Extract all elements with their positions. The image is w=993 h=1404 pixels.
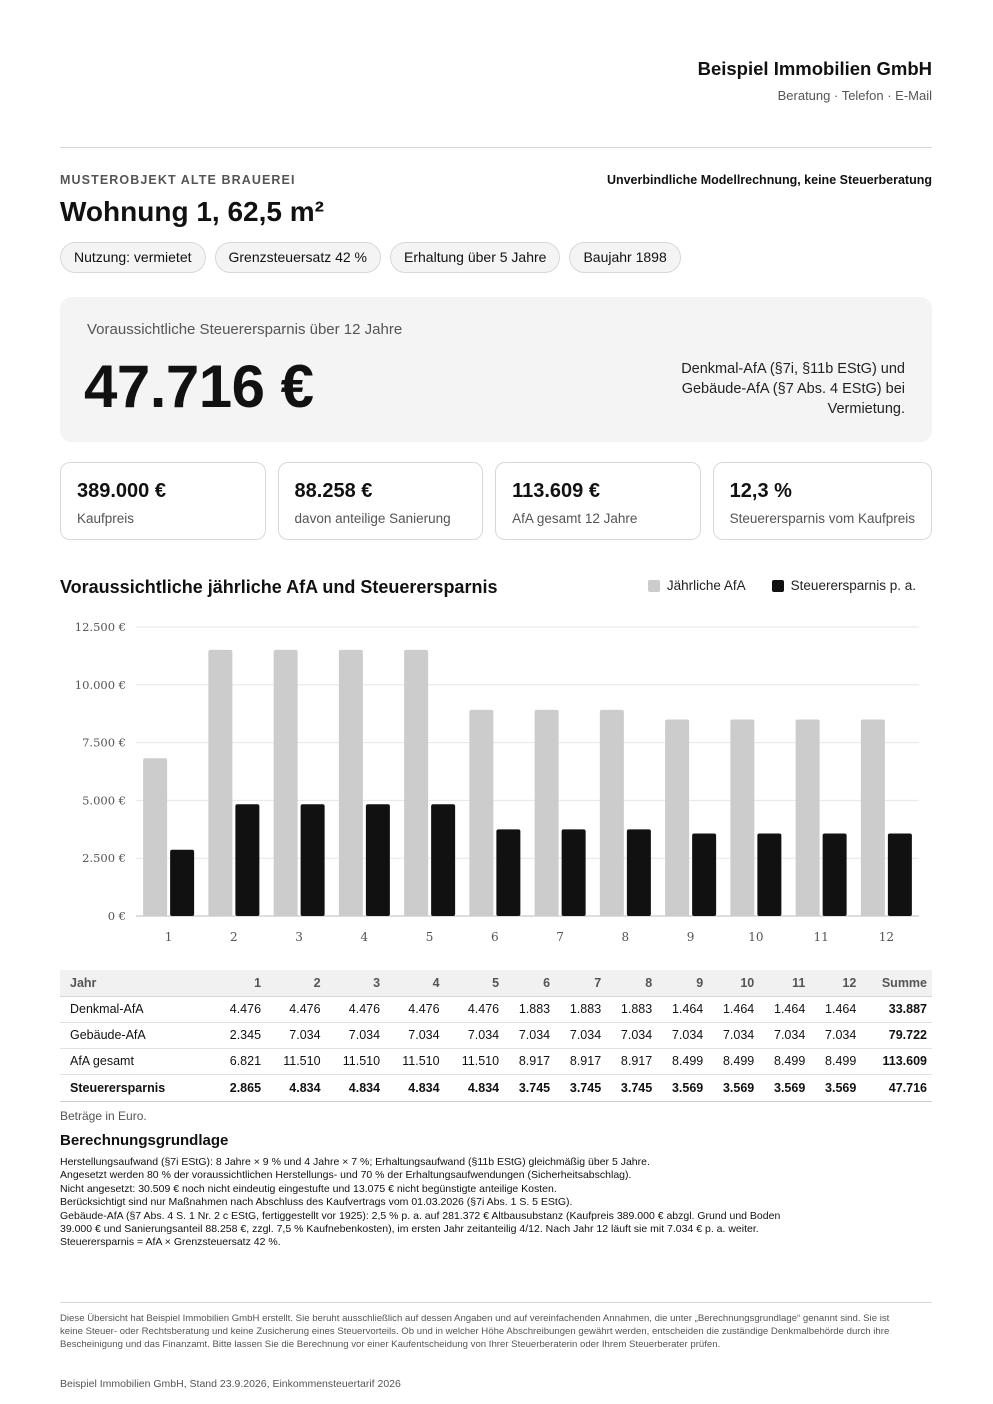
table-header-year: 1 xyxy=(215,970,266,996)
table-cell: 3.569 xyxy=(708,1074,759,1101)
bar-savings xyxy=(235,804,259,916)
table-cell: 4.834 xyxy=(385,1074,445,1101)
table-cell: 3.745 xyxy=(555,1074,606,1101)
bar-savings xyxy=(301,804,325,916)
x-tick-label: 7 xyxy=(556,930,564,944)
table-cell: 2.865 xyxy=(215,1074,266,1101)
table-header-row xyxy=(60,970,932,996)
table-header-year: 6 xyxy=(504,970,555,996)
table-header-year: 4 xyxy=(385,970,445,996)
table-cell: 7.034 xyxy=(759,1022,810,1048)
table-cell: 7.034 xyxy=(657,1022,708,1048)
bar-afa xyxy=(730,720,754,916)
header-divider xyxy=(60,147,932,148)
footer-divider xyxy=(60,1302,932,1303)
table-row-label: AfA gesamt xyxy=(60,1048,215,1074)
x-tick-label: 2 xyxy=(230,930,238,944)
table-cell: 7.034 xyxy=(326,1022,386,1048)
bar-afa xyxy=(535,710,559,916)
hero-label: Voraussichtliche Steuerersparnis über 12 Jahre xyxy=(87,321,403,338)
bar-afa xyxy=(274,650,298,916)
table-cell: 7.034 xyxy=(708,1022,759,1048)
card-value: 389.000 € xyxy=(77,480,166,502)
y-tick-label: 12.500 € xyxy=(74,620,126,634)
legend-label-afa: Jährliche AfA xyxy=(666,578,746,593)
table-cell: 4.834 xyxy=(266,1074,326,1101)
stat-card-purchase-price xyxy=(60,462,266,540)
hero-note: Denkmal-AfA (§7i, §11b EStG) und Gebäude-AfA (§7 Abs. 4 EStG) bei Vermietung. xyxy=(681,361,905,417)
legend-item-afa xyxy=(648,578,746,593)
x-tick-label: 5 xyxy=(425,930,434,944)
bar-savings xyxy=(757,833,781,916)
table-header-year: 5 xyxy=(445,970,505,996)
card-label: AfA gesamt 12 Jahre xyxy=(512,511,638,526)
table-cell: 8.499 xyxy=(759,1048,810,1074)
card-label: Steuerersparnis vom Kaufpreis xyxy=(729,511,915,526)
table-cell: 4.476 xyxy=(215,996,266,1022)
table-cell: 3.745 xyxy=(504,1074,555,1101)
table-row xyxy=(60,996,932,1022)
chip-tax-rate: Grenzsteuersatz 42 % xyxy=(215,242,382,273)
basis-line: Berücksichtigt sind nur Maßnahmen nach Abschluss des Kaufvertrags vom 01.03.2026 (§7i Abs. 1 S. 5 EStG). xyxy=(60,1196,573,1209)
table-cell: 1.464 xyxy=(810,996,861,1022)
bar-savings xyxy=(562,829,586,916)
bar-savings xyxy=(692,833,716,916)
table-cell: 3.569 xyxy=(657,1074,708,1101)
y-tick-label: 5.000 € xyxy=(82,793,126,808)
table-cell: 7.034 xyxy=(606,1022,657,1048)
table-row xyxy=(60,1074,932,1101)
table-header-year: 7 xyxy=(555,970,606,996)
table-header-year: 11 xyxy=(759,970,810,996)
bar-afa xyxy=(796,720,820,916)
chip-row xyxy=(60,242,681,273)
table-cell: 8.499 xyxy=(657,1048,708,1074)
y-tick-label: 0 € xyxy=(107,909,126,923)
y-tick-label: 7.500 € xyxy=(82,735,126,750)
legend-swatch-afa xyxy=(648,580,660,592)
bar-chart xyxy=(0,600,993,960)
chip-build-year: Baujahr 1898 xyxy=(569,242,680,273)
bar-afa xyxy=(469,710,493,916)
table-row-label: Gebäude-AfA xyxy=(60,1022,215,1048)
bar-savings xyxy=(888,833,912,916)
bar-savings xyxy=(170,850,194,916)
bar-afa xyxy=(143,758,167,916)
table-cell: 8.499 xyxy=(810,1048,861,1074)
basis-line: Nicht angesetzt: 30.509 € noch nicht eindeutig eingestufte und 13.075 € nicht begünstigte anteilige Kosten. xyxy=(60,1182,557,1195)
table-cell: 11.510 xyxy=(385,1048,445,1074)
stat-card-afa-total xyxy=(495,462,701,540)
stat-card-renovation xyxy=(278,462,484,540)
chart-legend xyxy=(622,578,916,593)
stat-card-savings-ratio xyxy=(713,462,932,540)
x-tick-label: 1 xyxy=(164,930,173,944)
table-cell-sum: 33.887 xyxy=(861,996,932,1022)
table-cell: 4.476 xyxy=(385,996,445,1022)
table-cell: 4.834 xyxy=(445,1074,505,1101)
table-cell: 8.917 xyxy=(606,1048,657,1074)
bar-savings xyxy=(431,804,455,916)
card-label: davon anteilige Sanierung xyxy=(294,511,451,526)
units-note: Beträge in Euro. xyxy=(60,1109,147,1123)
hero-value: 47.716 € xyxy=(84,353,314,420)
table-cell: 3.569 xyxy=(759,1074,810,1101)
y-tick-label: 10.000 € xyxy=(74,677,126,692)
legend-label-savings: Steuerersparnis p. a. xyxy=(790,578,916,593)
table-cell: 6.821 xyxy=(215,1048,266,1074)
footer-note: Beispiel Immobilien GmbH, Stand 23.9.2026, Einkommensteuertarif 2026 xyxy=(60,1378,401,1390)
table-cell-sum: 47.716 xyxy=(861,1074,932,1101)
chip-maintenance: Erhaltung über 5 Jahre xyxy=(390,242,560,273)
table-cell: 1.464 xyxy=(657,996,708,1022)
chip-usage: Nutzung: vermietet xyxy=(60,242,206,273)
chart-title: Voraussichtliche jährliche AfA und Steuerersparnis xyxy=(60,577,498,597)
company-contact: Beratung · Telefon · E-Mail xyxy=(777,88,932,103)
basis-text xyxy=(60,1156,860,1250)
table-row-label: Denkmal-AfA xyxy=(60,996,215,1022)
table-header-year: 3 xyxy=(326,970,386,996)
table-header-year: 12 xyxy=(810,970,861,996)
hero-savings-box xyxy=(60,297,932,442)
table-cell: 11.510 xyxy=(326,1048,386,1074)
basis-line: Angesetzt werden 80 % der voraussichtlichen Herstellungs- und 70 % der Erhaltungsaufwendungen (Sicherheitsabschlag). xyxy=(60,1169,632,1182)
bar-savings xyxy=(366,804,390,916)
table-cell: 1.883 xyxy=(606,996,657,1022)
table-cell-sum: 79.722 xyxy=(861,1022,932,1048)
x-tick-label: 10 xyxy=(748,930,764,944)
basis-line: Herstellungsaufwand (§7i EStG): 8 Jahre × 9 % und 4 Jahre × 7 %; Erhaltungsaufwand (§11b EStG) gleichmäßig über 5 Jahre. xyxy=(60,1156,650,1168)
table-cell: 7.034 xyxy=(385,1022,445,1048)
bar-afa xyxy=(404,650,428,916)
card-value: 12,3 % xyxy=(729,480,792,502)
bar-savings xyxy=(627,829,651,916)
card-label: Kaufpreis xyxy=(77,511,135,526)
table-cell: 7.034 xyxy=(555,1022,606,1048)
table-cell: 4.476 xyxy=(445,996,505,1022)
bar-afa xyxy=(208,650,232,916)
table-row-label: Steuerersparnis xyxy=(60,1074,215,1101)
bar-savings xyxy=(496,829,520,916)
table-header-year: 2 xyxy=(266,970,326,996)
table-cell: 8.917 xyxy=(504,1048,555,1074)
x-tick-label: 12 xyxy=(878,930,895,944)
basis-line: Gebäude-AfA (§7 Abs. 4 S. 1 Nr. 2 c EStG, fertiggestellt vor 1925): 2,5 % p. a. auf 281.372 € Altbausubstanz (Kaufpreis 389.000 € abzgl. Grund und Boden xyxy=(60,1209,781,1222)
x-tick-label: 4 xyxy=(360,930,369,944)
page-title: Wohnung 1, 62,5 m² xyxy=(60,196,324,227)
x-tick-label: 3 xyxy=(295,930,303,944)
x-tick-label: 6 xyxy=(491,930,499,944)
bar-afa xyxy=(339,650,363,916)
x-tick-label: 8 xyxy=(621,930,630,944)
object-eyebrow: MUSTEROBJEKT ALTE BRAUEREI xyxy=(60,173,296,187)
card-value: 88.258 € xyxy=(294,480,373,502)
table-header-year: 8 xyxy=(606,970,657,996)
table-cell: 1.464 xyxy=(759,996,810,1022)
table-cell: 7.034 xyxy=(266,1022,326,1048)
table-header-label: Jahr xyxy=(60,970,215,996)
stat-cards xyxy=(60,462,932,540)
table-row xyxy=(60,1048,932,1074)
x-tick-label: 11 xyxy=(813,930,829,944)
bar-savings xyxy=(823,833,847,916)
table-cell: 7.034 xyxy=(445,1022,505,1048)
table-cell: 2.345 xyxy=(215,1022,266,1048)
table-cell-sum: 113.609 xyxy=(861,1048,932,1074)
basis-title: Berechnungsgrundlage xyxy=(60,1132,229,1149)
basis-line: Steuerersparnis = AfA × Grenzsteuersatz 42 %. xyxy=(60,1236,281,1249)
table-row xyxy=(60,1022,932,1048)
table-cell: 7.034 xyxy=(810,1022,861,1048)
table-cell: 1.883 xyxy=(555,996,606,1022)
y-tick-label: 2.500 € xyxy=(82,851,126,866)
table-cell: 8.499 xyxy=(708,1048,759,1074)
card-value: 113.609 € xyxy=(512,480,600,502)
table-cell: 7.034 xyxy=(504,1022,555,1048)
table-cell: 11.510 xyxy=(266,1048,326,1074)
basis-line: 39.000 € und Sanierungsanteil 88.258 €, zzgl. 7,5 % Kaufnebenkosten), im ersten Jahr zeitanteilig 4/12. Nach Jahr 12 läuft sie mit 7.034 € p. a. weiter. xyxy=(60,1223,759,1236)
table-cell: 1.464 xyxy=(708,996,759,1022)
legend-swatch-savings xyxy=(772,580,784,592)
table-cell: 4.476 xyxy=(326,996,386,1022)
table-header-year: 10 xyxy=(708,970,759,996)
header xyxy=(698,58,932,103)
table-cell: 4.834 xyxy=(326,1074,386,1101)
table-cell: 3.569 xyxy=(810,1074,861,1101)
company-name: Beispiel Immobilien GmbH xyxy=(697,58,932,79)
table-header-year: 9 xyxy=(657,970,708,996)
bar-afa xyxy=(861,720,885,916)
table-cell: 8.917 xyxy=(555,1048,606,1074)
table-cell: 3.745 xyxy=(606,1074,657,1101)
bar-afa xyxy=(600,710,624,916)
x-tick-label: 9 xyxy=(686,930,695,944)
bar-afa xyxy=(665,720,689,916)
table-cell: 11.510 xyxy=(445,1048,505,1074)
legend-item-savings xyxy=(772,578,916,593)
data-table xyxy=(60,970,932,1102)
table-cell: 4.476 xyxy=(266,996,326,1022)
table-header-sum: Summe xyxy=(861,970,932,996)
disclaimer-top: Unverbindliche Modellrechnung, keine Steuerberatung xyxy=(606,173,932,187)
legal-disclaimer: Diese Übersicht hat Beispiel Immobilien GmbH erstellt. Sie beruht ausschließlich auf dessen Angaben und auf vereinfachenden Annahmen, die unter „Berechnungsgrundlage“ genannt sind. Sie ist keine Steuer- oder Rechtsberatung und keine Zusicherung eines Steuervorteils. Ob und in welcher Höhe Abschreibungen gewährt werden, entscheiden die zuständige Denkmalbehörde durch ihre Bescheinigung und das Finanzamt. Bitte lassen Sie die Berechnung vor einer Kaufentscheidung von Ihrer Steuerberaterin oder Ihrem Steuerberater prüfen. xyxy=(60,1313,890,1351)
table-cell: 1.883 xyxy=(504,996,555,1022)
